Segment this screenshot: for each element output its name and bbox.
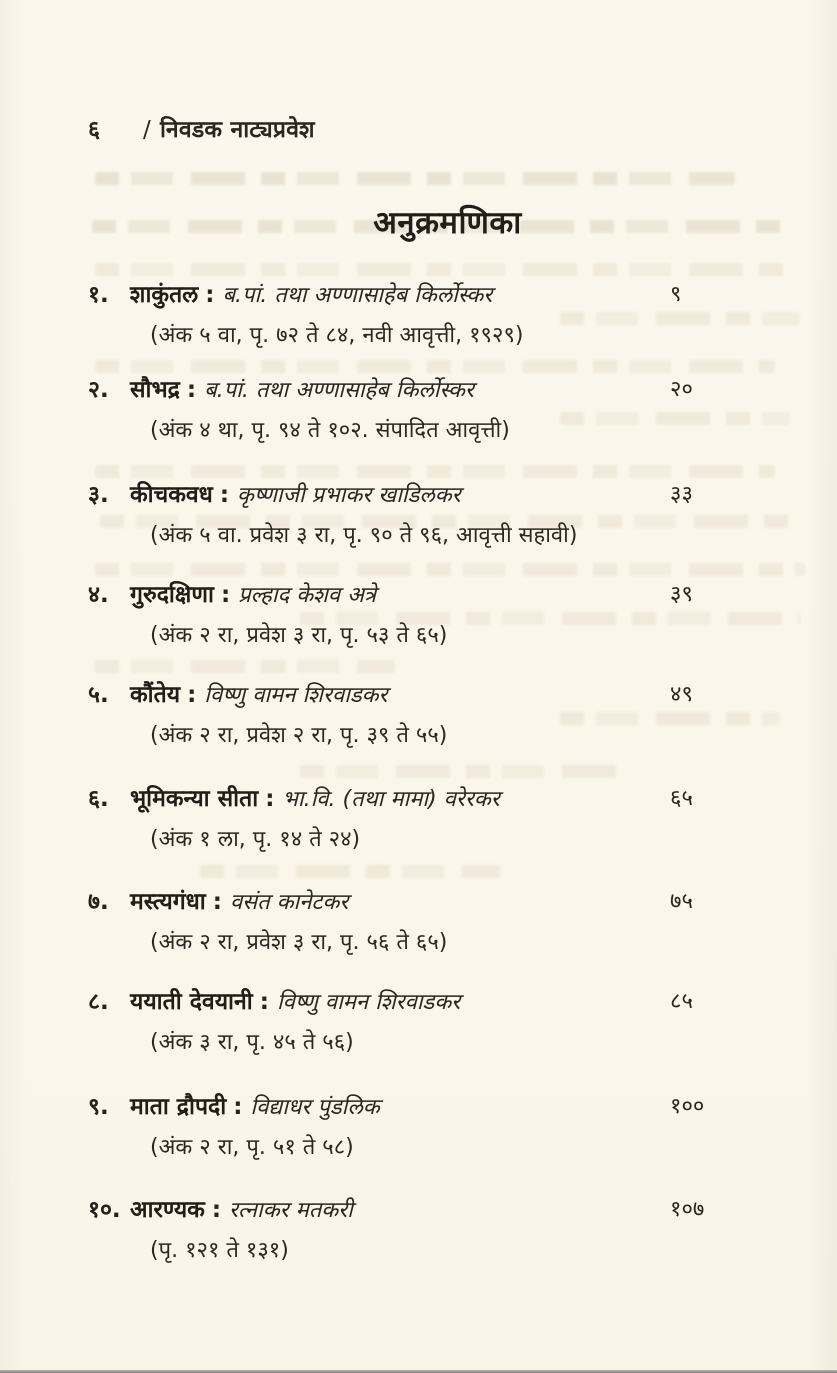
- entry-separator: :: [212, 889, 222, 915]
- entry-title: कीचकवध: [130, 482, 213, 508]
- entry-separator: :: [233, 1094, 243, 1120]
- toc-entry-main-line: [88, 277, 738, 314]
- toc-entry-main-line: [88, 372, 738, 409]
- entry-page-number: ९: [670, 282, 682, 307]
- toc-entry: [88, 884, 738, 960]
- entry-author: विष्णु वामन शिरवाडकर: [276, 990, 461, 1015]
- entry-author: भा.वि. (तथा मामा) वरेरकर: [282, 787, 500, 812]
- entry-detail: (अंक ३ रा, पृ. ४५ ते ५६): [150, 1030, 354, 1055]
- entry-title: मस्त्यगंधा: [130, 889, 206, 915]
- entry-page-number: १०७: [670, 1197, 705, 1222]
- entry-separator: :: [187, 682, 197, 708]
- toc-entry: [88, 577, 738, 653]
- entry-detail: (पृ. १२१ ते १३१): [150, 1238, 289, 1263]
- entry-page-number: ३९: [670, 582, 693, 607]
- entry-number: ९.: [88, 1094, 109, 1120]
- header-slash: /: [143, 117, 151, 143]
- entry-title: माता द्रौपदी: [130, 1094, 227, 1120]
- entry-separator: :: [205, 282, 215, 308]
- entry-detail: (अंक ५ वा. प्रवेश ३ रा, पृ. ९० ते ९६, आवृत्ती सहावी): [150, 523, 578, 548]
- toc-entry: [88, 781, 738, 857]
- entry-author: प्रल्हाद केशव अत्रे: [238, 583, 377, 608]
- entry-author: ब.पां. तथा अण्णासाहेब किर्लोस्कर: [222, 283, 493, 308]
- toc-entry-main-line: [88, 1089, 738, 1126]
- toc-entry-main-line: [88, 984, 738, 1021]
- entry-title: गुरुदक्षिणा: [130, 582, 214, 608]
- entry-number: ४.: [88, 582, 109, 608]
- entry-title: आरण्यक: [130, 1197, 205, 1223]
- entry-title: शाकुंतल: [130, 282, 199, 308]
- toc-entry: [88, 1089, 738, 1165]
- entry-detail: (अंक २ रा, प्रवेश ३ रा, पृ. ५६ ते ६५): [150, 930, 448, 955]
- entry-separator: :: [219, 482, 230, 508]
- toc-entry-main-line: [88, 884, 738, 921]
- entry-author: वसंत कानेटकर: [229, 890, 349, 915]
- entry-title: भूमिकन्या सीता: [130, 786, 259, 812]
- entry-separator: :: [220, 582, 231, 608]
- toc-entry: [88, 677, 738, 753]
- entry-page-number: २०: [670, 377, 693, 402]
- entry-detail: (अंक १ ला, पृ. १४ ते २४): [150, 827, 361, 852]
- toc-entry: [88, 372, 738, 448]
- entry-page-number: १००: [670, 1094, 705, 1119]
- toc-entry-main-line: [88, 781, 738, 818]
- entry-number: २.: [88, 377, 109, 403]
- entry-author: रत्नाकर मतकरी: [229, 1198, 353, 1223]
- entry-page-number: ३३: [670, 482, 693, 507]
- entry-page-number: ८५: [670, 989, 693, 1014]
- entry-page-number: ६५: [670, 786, 693, 811]
- entry-number: ७.: [88, 889, 109, 915]
- entry-separator: :: [265, 786, 275, 812]
- entry-page-number: ४९: [670, 682, 693, 707]
- entry-title: ययाती देवयानी: [130, 989, 253, 1015]
- toc-entry-main-line: [88, 1192, 738, 1229]
- folio-number: ६: [88, 117, 101, 143]
- entry-separator: :: [186, 377, 197, 403]
- book-title: निवडक नाट्यप्रवेश: [159, 117, 315, 143]
- entry-author: ब.पां. तथा अण्णासाहेब किर्लोस्कर: [204, 378, 474, 403]
- entry-detail: (अंक २ रा, प्रवेश ३ रा, पृ. ५३ ते ६५): [150, 623, 448, 648]
- entry-number: १.: [88, 282, 109, 308]
- entry-separator: :: [259, 989, 269, 1015]
- toc-title: अनुक्रमणिका: [373, 205, 522, 241]
- toc-entry-main-line: [88, 677, 738, 714]
- toc-entry-main-line: [88, 477, 738, 514]
- entry-detail: (अंक २ रा, पृ. ५१ ते ५८): [150, 1135, 354, 1160]
- entry-number: १०.: [88, 1197, 121, 1223]
- entry-title: सौभद्र: [130, 377, 180, 403]
- entry-number: ५.: [88, 682, 109, 708]
- entry-detail: (अंक २ रा, प्रवेश २ रा, पृ. ३९ ते ५५): [150, 723, 448, 748]
- toc-entry: [88, 477, 738, 553]
- entry-author: विद्याधर पुंडलिक: [250, 1095, 380, 1120]
- entry-separator: :: [211, 1197, 222, 1223]
- entry-detail: (अंक ५ वा, पृ. ७२ ते ८४, नवी आवृत्ती, १९२९): [150, 323, 524, 348]
- toc-entry: [88, 1192, 738, 1268]
- entry-author: कृष्णाजी प्रभाकर खाडिलकर: [237, 483, 461, 508]
- toc-entry: [88, 277, 738, 353]
- entry-page-number: ७५: [670, 889, 693, 914]
- entry-detail: (अंक ४ था, पृ. ९४ ते १०२. संपादित आवृत्ती): [150, 418, 510, 443]
- entry-author: विष्णु वामन शिरवाडकर: [204, 683, 388, 708]
- entry-number: ३.: [88, 482, 109, 508]
- entry-number: ६.: [88, 786, 109, 812]
- toc-entry-main-line: [88, 577, 738, 614]
- entry-title: कौंतेय: [130, 682, 181, 708]
- toc-entry: [88, 984, 738, 1060]
- entry-number: ८.: [88, 989, 109, 1015]
